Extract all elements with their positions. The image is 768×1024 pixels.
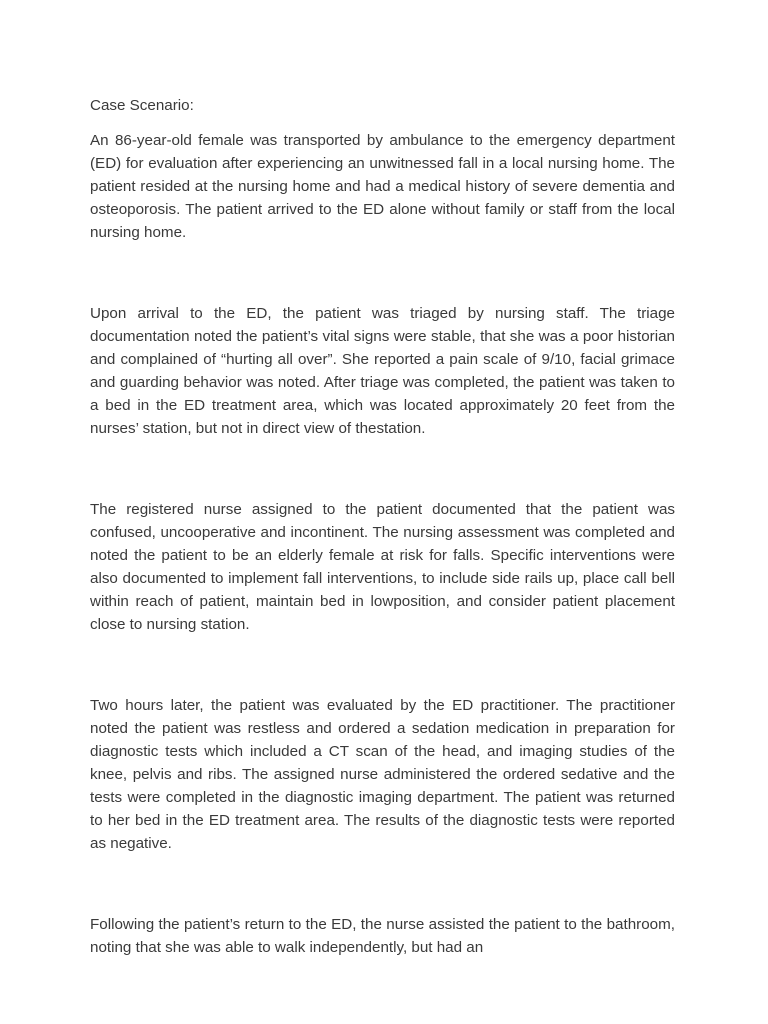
paragraph-nursing-assessment: The registered nurse assigned to the patient documented that the patient was confused, uncooperative and incontinent. The nursing assessment was completed and noted the patient to be an elderly female at risk for falls. Specific interventions were also documented to implement fall interventions, to include side rails up, place call bell within reach of patient, maintain bed in lowposition, and consider patient placement close to nursing station. bbox=[90, 501, 675, 633]
paragraph-triage: Upon arrival to the ED, the patient was triaged by nursing staff. The triage documentation noted the patient’s vital signs were stable, that she was a poor historian and complained of “hurting all over”. She reported a pain scale of 9/10, facial grimace and guarding behavior was noted. After triage was completed, the patient was taken to a bed in the ED treatment area, which was located approximately 20 feet from the nurses’ station, but not in direct view of thestation. bbox=[90, 305, 675, 437]
document-body bbox=[90, 94, 675, 959]
paragraph-spacer bbox=[90, 244, 675, 302]
paragraph-bathroom-assist: Following the patient’s return to the ED, the nurse assisted the patient to the bathroom, noting that she was able to walk independently, but had an bbox=[90, 916, 675, 956]
paragraph-spacer bbox=[90, 636, 675, 694]
paragraph-arrival-background: An 86-year-old female was transported by ambulance to the emergency department (ED) for evaluation after experiencing an unwitnessed fall in a local nursing home. The patient resided at the nursing home and had a medical history of severe dementia and osteoporosis. The patient arrived to the ED alone without family or staff from the local nursing home. bbox=[90, 132, 675, 241]
paragraph-spacer bbox=[90, 855, 675, 913]
section-heading: Case Scenario: bbox=[90, 97, 194, 114]
paragraph-practitioner-evaluation: Two hours later, the patient was evaluated by the ED practitioner. The practitioner noted the patient was restless and ordered a sedation medication in preparation for diagnostic tests which included a CT scan of the head, and imaging studies of the knee, pelvis and ribs. The assigned nurse administered the ordered sedative and the tests were completed in the diagnostic imaging department. The patient was returned to her bed in the ED treatment area. The results of the diagnostic tests were reported as negative. bbox=[90, 697, 675, 852]
paragraph-spacer bbox=[90, 440, 675, 498]
